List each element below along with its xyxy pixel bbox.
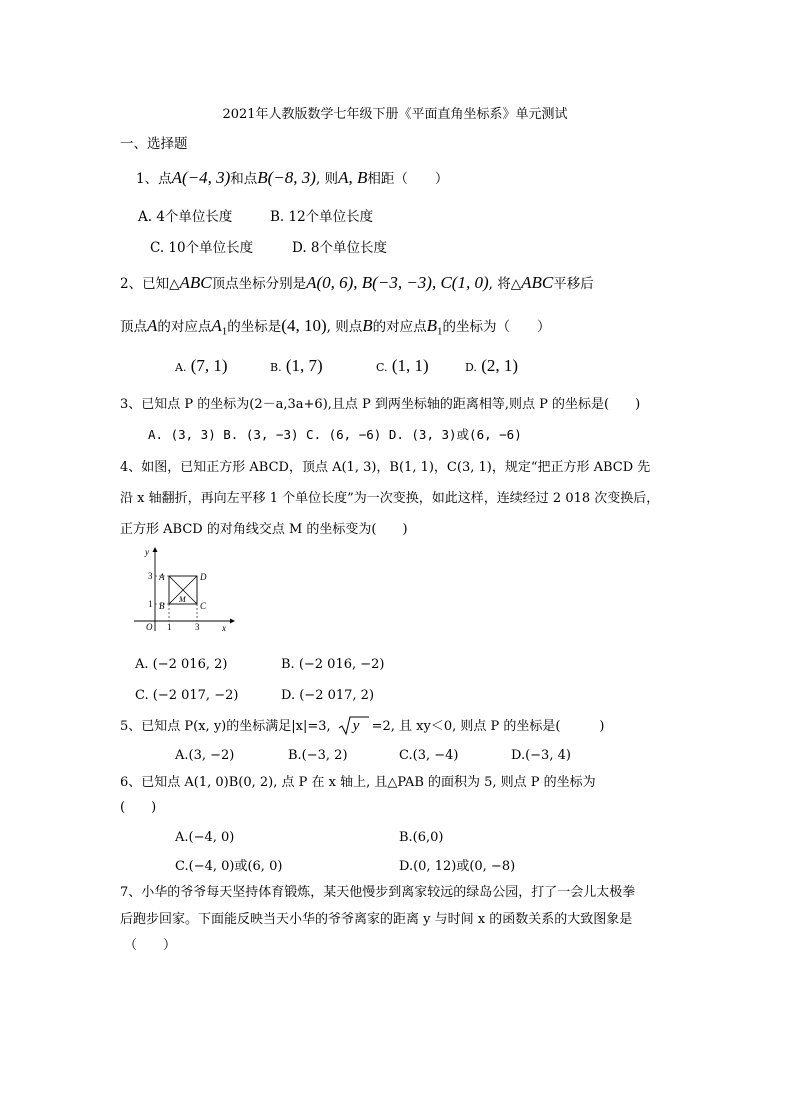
q2-text: 的坐标为（ ）	[442, 319, 551, 335]
q2-opt-label: B.	[270, 361, 282, 374]
q2-coord: (4, 10)	[281, 316, 327, 335]
q1-ab: A, B	[338, 168, 368, 187]
q1-prefix: 1、点	[136, 171, 172, 187]
question-2-line-1	[120, 273, 594, 294]
tick-y1: 1	[148, 599, 153, 609]
q2-opt-value: (7, 1)	[190, 356, 228, 375]
q2-opt-label: A.	[175, 361, 187, 374]
q2-text: , 则点	[326, 319, 363, 335]
q6-option-b: B.(6,0)	[399, 830, 444, 845]
q5-option-a: A.(3, −2)	[175, 748, 235, 763]
q1-option-a: A. 4个单位长度	[138, 209, 233, 225]
q1-and: 和点	[230, 171, 258, 187]
sqrt-y	[339, 716, 360, 737]
q5-option-b: B.(−3, 2)	[288, 748, 348, 763]
q1-then: , 则	[315, 171, 339, 187]
question-4-line-1: 4、如图，已知正方形 ABCD，顶点 A(1, 3)，B(1, 1)，C(3, 1)，规定“把正方形 ABCD 先	[120, 460, 651, 475]
q1-option-c: C. 10个单位长度	[150, 240, 254, 256]
label-b: B	[159, 601, 165, 611]
label-y: y	[145, 547, 149, 557]
q2-var: A	[211, 316, 222, 335]
q2-opt-value: (2, 1)	[481, 356, 519, 375]
q5-text: =2, 且 xy＜0, 则点 P 的坐标是( )	[371, 719, 605, 734]
q2-opt-value: (1, 7)	[285, 356, 323, 375]
q2-text: 的坐标是	[227, 319, 282, 335]
label-m: M	[179, 595, 186, 604]
tick-x3: 3	[195, 622, 200, 632]
q2-opt-label: C.	[376, 361, 388, 374]
q2-text: 顶点坐标分别是	[211, 276, 307, 292]
q6-option-c: C.(−4, 0)或(6, 0)	[175, 859, 283, 874]
q2-text: 平移后	[553, 276, 594, 292]
q4-figure	[130, 543, 240, 633]
label-origin: O	[146, 622, 153, 632]
question-6-line-2: ( )	[120, 800, 157, 815]
q2-opt-value: (1, 1)	[391, 356, 429, 375]
q4-option-a: A. (−2 016, 2)	[135, 657, 228, 672]
question-7-line-3: （ ）	[124, 938, 177, 953]
q2-var: B	[426, 316, 437, 335]
label-a: A	[159, 572, 165, 582]
q2-option-c	[376, 356, 429, 378]
question-3: 3、已知点 P 的坐标为(2－a,3a+6),且点 P 到两坐标轴的距离相等,则点 P 的坐标是( )	[120, 397, 641, 412]
question-7-line-1: 7、小华的爷爷每天坚持体育锻炼，某天他慢步到离家较远的绿岛公园，打了一会儿太极拳	[120, 885, 636, 900]
q2-option-b	[270, 356, 323, 378]
sqrt-icon	[339, 715, 369, 737]
q5-text: 5、已知点 P(x, y)的坐标满足|x|=3,	[120, 719, 331, 734]
q2-triangle: ABC	[179, 273, 212, 292]
y-axis-arrow	[153, 547, 158, 552]
label-c: C	[200, 601, 207, 611]
page-title: 2021年人教版数学七年级下册《平面直角坐标系》单元测试	[222, 107, 568, 122]
q2-triangle: ABC	[521, 273, 554, 292]
tick-x1: 1	[167, 622, 172, 632]
q2-sub: 1	[436, 325, 443, 338]
q2-text: 的对应点	[372, 319, 427, 335]
question-1	[136, 168, 448, 189]
q4-option-d: D. (−2 017, 2)	[281, 688, 375, 703]
q1-option-b: B. 12个单位长度	[270, 209, 374, 225]
q6-option-d: D.(0, 12)或(0, −8)	[399, 859, 516, 874]
label-d: D	[200, 572, 207, 582]
q1-point-b: B(−8, 3)	[257, 168, 316, 187]
q2-option-d	[465, 356, 518, 378]
q2-var: B	[362, 316, 373, 335]
label-x: x	[222, 623, 226, 633]
q2-text: 2、已知△	[120, 276, 180, 292]
question-4-line-3: 正方形 ABCD 的对角线交点 M 的坐标变为( )	[120, 522, 408, 537]
q6-option-a: A.(−4, 0)	[175, 830, 235, 845]
q4-option-b: B. (−2 016, −2)	[281, 657, 385, 672]
question-2-line-2	[120, 316, 550, 342]
q1-tail: 相距（ ）	[367, 171, 449, 187]
q2-text: 的对应点	[157, 319, 212, 335]
sqrt-sign	[339, 717, 369, 734]
q2-text: , 将△	[488, 276, 522, 292]
q1-point-a: A(−4, 3)	[171, 168, 231, 187]
question-6-line-1: 6、已知点 A(1, 0)B(0, 2), 点 P 在 x 轴上, 且△PAB 的面积为 5, 则点 P 的坐标为	[120, 775, 596, 790]
q2-option-a	[175, 356, 228, 378]
q3-options: A. (3, 3) B. (3, −3) C. (6, −6) D. (3, 3)或(6, −6)	[148, 427, 522, 442]
section-heading: 一、选择题	[120, 136, 188, 152]
question-7-line-2: 后跑步回家。下面能反映当天小华的爷爷离家的距离 y 与时间 x 的函数关系的大致图象是	[120, 912, 633, 927]
q5-option-d: D.(−3, 4)	[511, 748, 571, 763]
q2-text: 顶点	[120, 319, 147, 335]
q2-sub: 1	[221, 325, 228, 338]
q2-coords: A(0, 6), B(−3, −3), C(1, 0)	[306, 273, 489, 292]
q2-var: A	[147, 316, 158, 335]
q2-opt-label: D.	[465, 361, 477, 374]
q4-option-c: C. (−2 017, −2)	[135, 688, 239, 703]
x-axis-arrow	[230, 619, 235, 624]
q1-option-d: D. 8个单位长度	[292, 240, 388, 256]
sqrt-radicand: y	[352, 718, 360, 734]
question-5	[120, 716, 605, 737]
question-4-line-2: 沿 x 轴翻折，再向左平移 1 个单位长度”为一次变换，如此这样，连续经过 2 018 次变换后，	[120, 491, 660, 506]
tick-y3: 3	[148, 571, 153, 581]
q5-option-c: C.(3, −4)	[399, 748, 459, 763]
